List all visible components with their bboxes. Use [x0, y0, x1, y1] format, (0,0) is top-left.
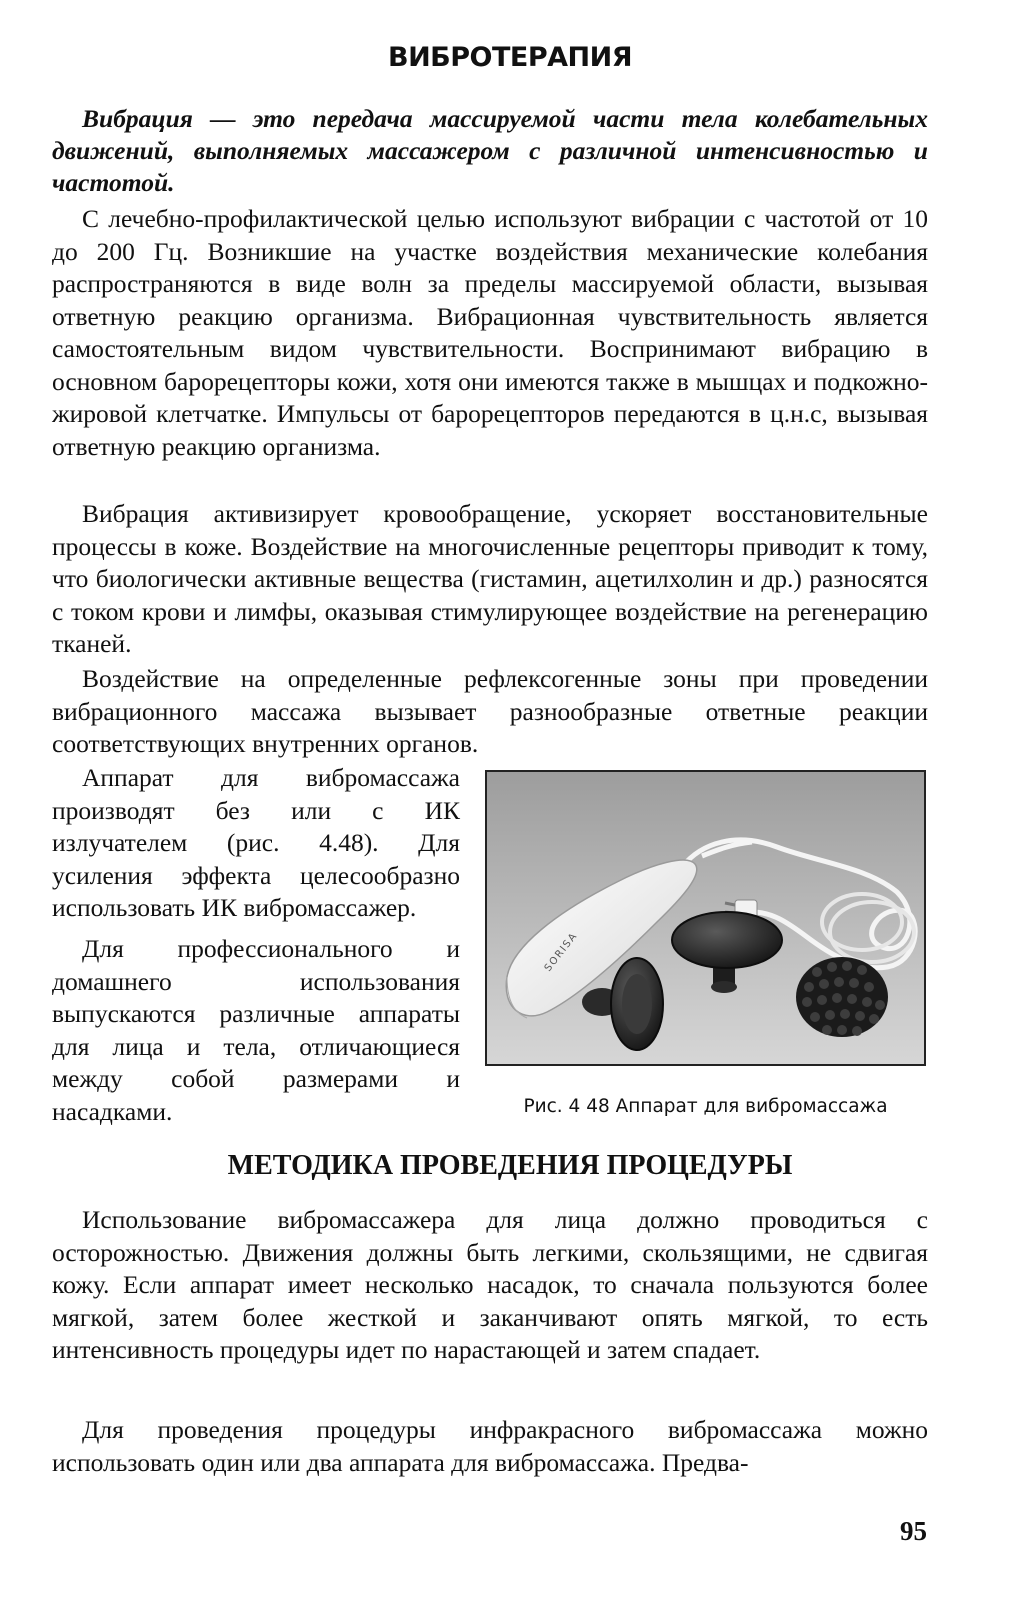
body-paragraph: Для проведения процедуры инфракрасного вибромассажа можно использовать один или два аппарата для вибромассажа. Предва- — [52, 1415, 928, 1477]
device-brand-label: SORISA — [542, 930, 580, 974]
side-paragraph: Аппарат для вибромассажа производят без или с ИК излучателем (рис. 4.48). Для усиления эффекта целесообразно использовать ИК вибромассажер. — [52, 763, 460, 922]
section-heading: МЕТОДИКА ПРОВЕДЕНИЯ ПРОЦЕДУРЫ — [227, 1150, 793, 1181]
spiked-nozzle — [796, 957, 888, 1037]
massager-illustration — [487, 772, 924, 1064]
definition-paragraph: Вибрация — это передача массируемой части тела колебательных движений, выполняемых массажером с различной интенсивностью и частотой. — [52, 104, 928, 197]
massager-photo — [485, 770, 926, 1066]
side-paragraph: Для профессионального и домашнего использования выпускаются различные аппараты для лица и тела, отличающиеся между собой размерами и насадками. — [52, 934, 460, 1126]
chapter-heading: ВИБРОТЕРАПИЯ — [387, 42, 633, 73]
page-number: 95 — [900, 1516, 927, 1546]
body-paragraph: Использование вибромассажера для лица должно проводиться с осторожностью. Движения должны быть легкими, скользящими, не сдвигая кожу. Если аппарат имеет несколько насадок, то сначала пользуются более мягкой, затем более жесткой и заканчивают опять мягкой, то есть интенсивность процедуры идет по нарастающей и затем спадает. — [52, 1205, 928, 1364]
body-paragraph: С лечебно-профилактической целью используют вибрации с частотой от 10 до 200 Гц. Возникшие на участке воздействия механические колебания распространяются в виде волн за пределы массируемой области, вызывая ответную реакцию организма. Вибрационная чувствительность является самостоятельным видом чувствительности. Воспринимают вибрацию в основном барорецепторы кожи, хотя они имеются также в мышцах и подкожно-жировой клетчатке. Импульсы от барорецепторов передаются в ц.н.с, вызывая ответную реакцию организма. — [52, 204, 928, 461]
body-paragraph: Воздействие на определенные рефлексогенные зоны при проведении вибрационного массажа вызывает разнообразные ответные реакции соответствующих внутренних органов. — [52, 664, 928, 758]
figure-caption: Рис. 4 48 Аппарат для вибромассажа — [523, 1096, 888, 1117]
body-paragraph: Вибрация активизирует кровообращение, ускоряет восстановительные процессы в коже. Воздействие на многочисленные рецепторы приводит к тому, что биологически активные вещества (гистамин, ацетилхолин и др.) разносятся с током крови и лимфы, оказывая стимулирующее воздействие на регенерацию тканей. — [52, 499, 928, 658]
